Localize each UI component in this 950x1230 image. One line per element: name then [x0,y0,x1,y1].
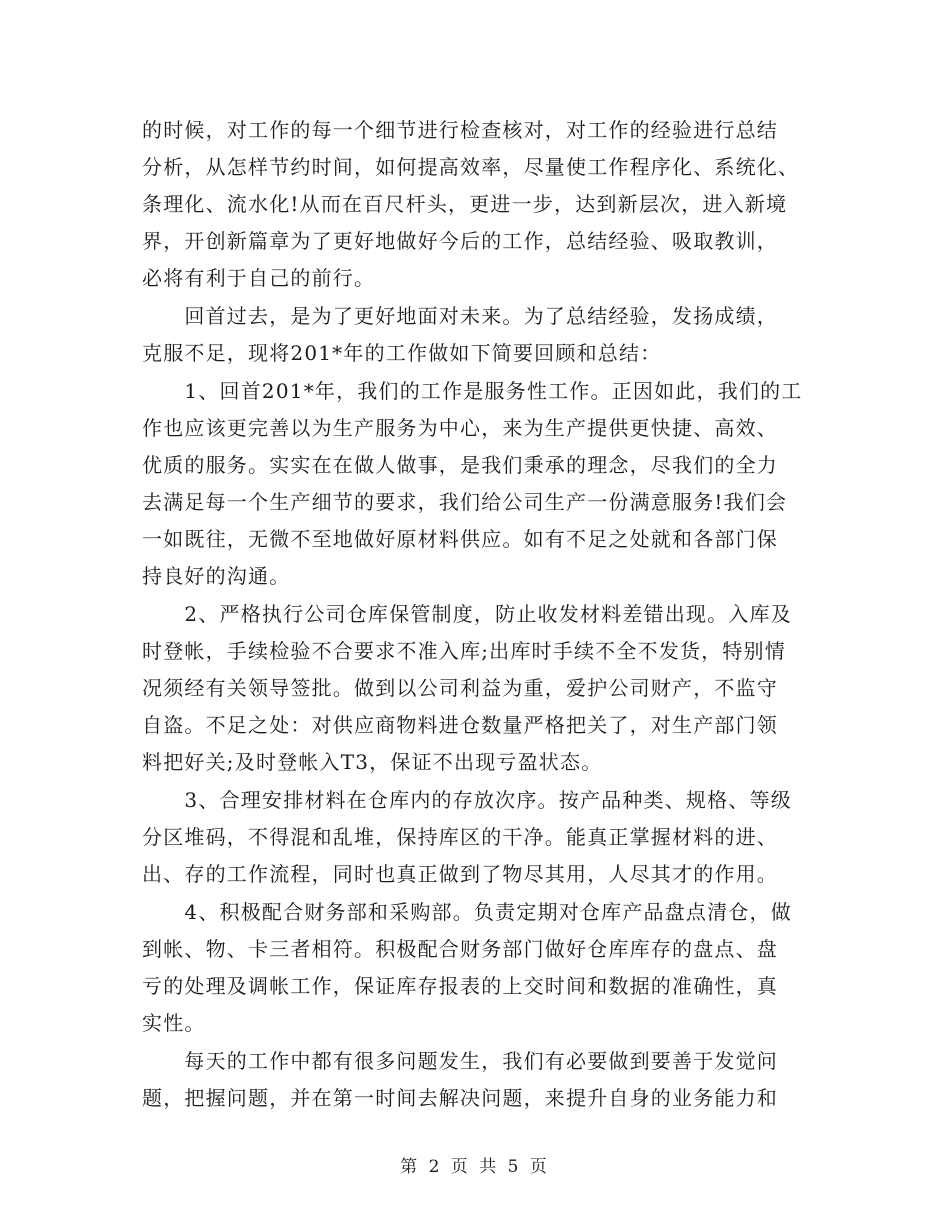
text-line: 自盗。不足之处：对供应商物料进仓数量严格把关了，对生产部门领 [142,713,778,737]
text-line: 优质的服务。实实在在做人做事，是我们秉承的理念，尽我们的全力 [142,453,778,477]
text-line: 出、存的工作流程，同时也真正做到了物尽其用，人尽其才的作用。 [142,862,778,886]
text-line: 亏的处理及调帐工作，保证库存报表的上交时间和数据的准确性，真 [142,974,778,998]
text-line: 到帐、物、卡三者相符。积极配合财务部门做好仓库库存的盘点、盘 [142,937,778,961]
text-line: 回首过去，是为了更好地面对未来。为了总结经验，发扬成绩， [142,304,778,328]
text-line: 4、积极配合财务部和采购部。负责定期对仓库产品盘点清仓，做 [142,900,792,924]
text-line: 界，开创新篇章为了更好地做好今后的工作，总结经验、吸取教训， [142,229,778,253]
text-line: 条理化、流水化!从而在百尺杆头，更进一步，达到新层次，进入新境 [142,192,788,216]
paragraph-item-2 [142,596,810,781]
text-line: 料把好关;及时登帐入T3，保证不出现亏盈状态。 [142,750,603,774]
text-line: 去满足每一个生产细节的要求，我们给公司生产一份满意服务!我们会 [142,490,788,514]
text-line: 每天的工作中都有很多问题发生，我们有必要做到要善于发觉问 [142,1049,778,1073]
paragraph-intro-continued [142,112,810,297]
page-number-indicator: 第 2 页 共 5 页 [400,1157,550,1177]
text-line: 况须经有关领导签批。做到以公司利益为重，爱护公司财产，不监守 [142,676,778,700]
text-line: 1、回首201*年，我们的工作是服务性工作。正因如此，我们的工 [142,379,803,403]
page-footer [0,1152,950,1177]
paragraph-daily-issues [142,1043,810,1117]
paragraph-item-1 [142,373,810,595]
text-line: 实性。 [142,1011,206,1035]
text-line: 分析，从怎样节约时间，如何提高效率，尽量使工作程序化、系统化、 [142,155,800,179]
text-line: 时登帐，手续检验不合要求不准入库;出库时手续不全不发货，特别情 [142,639,786,663]
text-line: 克服不足，现将201*年的工作做如下简要回顾和总结： [142,341,662,365]
paragraph-item-4 [142,894,810,1042]
document-body [142,112,810,1117]
text-line: 2、严格执行公司仓库保管制度，防止收发材料差错出现。入库及 [142,602,792,626]
text-line: 的时候，对工作的每一个细节进行检查核对，对工作的经验进行总结 [142,118,778,142]
text-line: 必将有利于自己的前行。 [142,266,376,290]
text-line: 题，把握问题，并在第一时间去解决问题，来提升自身的业务能力和 [142,1086,778,1110]
text-line: 分区堆码，不得混和乱堆，保持库区的干净。能真正掌握材料的进、 [142,825,778,849]
paragraph-review-intro [142,298,810,372]
text-line: 持良好的沟通。 [142,564,291,588]
paragraph-item-3 [142,782,810,893]
text-line: 作也应该更完善以为生产服务为中心，来为生产提供更快捷、高效、 [142,416,778,440]
text-line: 一如既往，无微不至地做好原材料供应。如有不足之处就和各部门保 [142,527,778,551]
text-line: 3、合理安排材料在仓库内的存放次序。按产品种类、规格、等级 [142,788,792,812]
